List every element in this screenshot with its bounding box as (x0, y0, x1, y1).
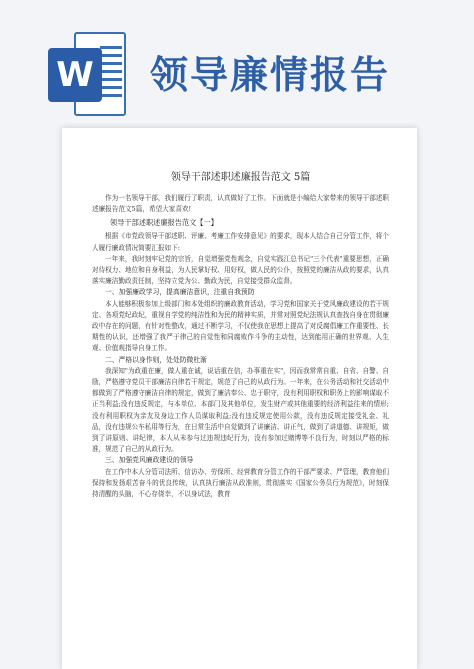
body-paragraph: 在工作中本人分管司法所、信访办、劳保所、经营教育分管工作的干部严要求、严管理，教育他们保持和发扬艰苦奋斗的优良传统，认真执行廉洁从政准则，贯彻落实《国家公务员行为规范》，时刻保持清醒的头脑，不心存侥幸，不以身试法，教育 (92, 467, 389, 499)
w-badge-icon: W (48, 48, 102, 102)
banner (0, 0, 474, 120)
section-heading: 一、加强廉政学习，提高廉洁意识，注重自我预防 (105, 288, 255, 297)
body-paragraph: 一年来，我时刻牢记党的宗旨，自觉增强党性观念，自觉实践江总书记"三个代表"重要思想，正确对待权力、地位和自身利益，为人民掌好权、用好权，做人民的公仆，按照党的廉洁从政的要求，认真落实廉洁勤政责任制，坚持立党为公、勤政为民，自觉接受群众监督。 (92, 254, 389, 286)
body-paragraph: 根据《市党政领导干部述职、评廉、考廉工作安排意见》的要求，现本人结合自己分管工作，将个人履行廉政情况简要汇报如下: (92, 232, 389, 252)
body-paragraph: 我深知"为政重在廉，做人重在诚，说话重在信，办事重在实"，因而我常常自重、自省、自警、自励，严格遵守党员干部廉洁自律若干规定，规范了自己的从政行为。一年来，在公务活动和社交活动中都做到了严格遵守廉洁自律的规定，做到了廉洁奉公、忠于职守，没有利用职权和职务上的影响谋取不正当利益;没有违反规定，与本单位、本部门及其他单位，发生财产或其他重要的经济利益往来的情形;没有利用职权为亲友及身边工作人员谋取利益;没有违反规定使用公款，没有违反规定接受礼金、礼品，没有违规公车私用等行为，在日常生活中自觉做到了讲廉洁、讲正气，做到了讲道德、讲规矩，做到了讲原则、讲纪律，本人从未参与过违规违纪行为，没有参加过赌博等不良行为，时刻以严格的标准，规范了自己的从政行为。 (92, 366, 389, 454)
banner-title: 领导廉情报告 (150, 53, 391, 97)
intro-paragraph: 作为一名领导干部，我们履行了职责，认真做好了工作。下面就是小编给大家带来的领导干部述职述廉报告范文5篇，希望大家喜欢! (92, 194, 389, 214)
section-heading: 二、严格以身作则，处处防微杜渐 (105, 355, 207, 364)
document-title: 领导干部述职述廉报告范文 5篇 (170, 172, 311, 183)
document-page (62, 128, 417, 669)
section-title: 领导干部述职述廉报告范文【一】 (110, 218, 218, 228)
section-heading: 三、加强党风廉政建设的领导 (105, 456, 194, 465)
word-document-icon (48, 32, 130, 116)
body-paragraph: 本人能够积极参加上级部门和本处组织的廉政教育活动，学习党和国家关于党风廉政建设的若干规定、各项党纪政纪，重视自学党的纯洁性和为民的精神实质，并常对照党纪法规认真查找自身在贯彻廉政中存在的问题，有针对性整改，通过不断学习，不仅使我在思想上提高了对反腐倡廉工作重要性、长期性的认识，还增强了我严于律己的自觉性和同腐败作斗争的主动性，达到能用正确的世界观、人生观、价值观指导自身工作。 (92, 299, 389, 353)
